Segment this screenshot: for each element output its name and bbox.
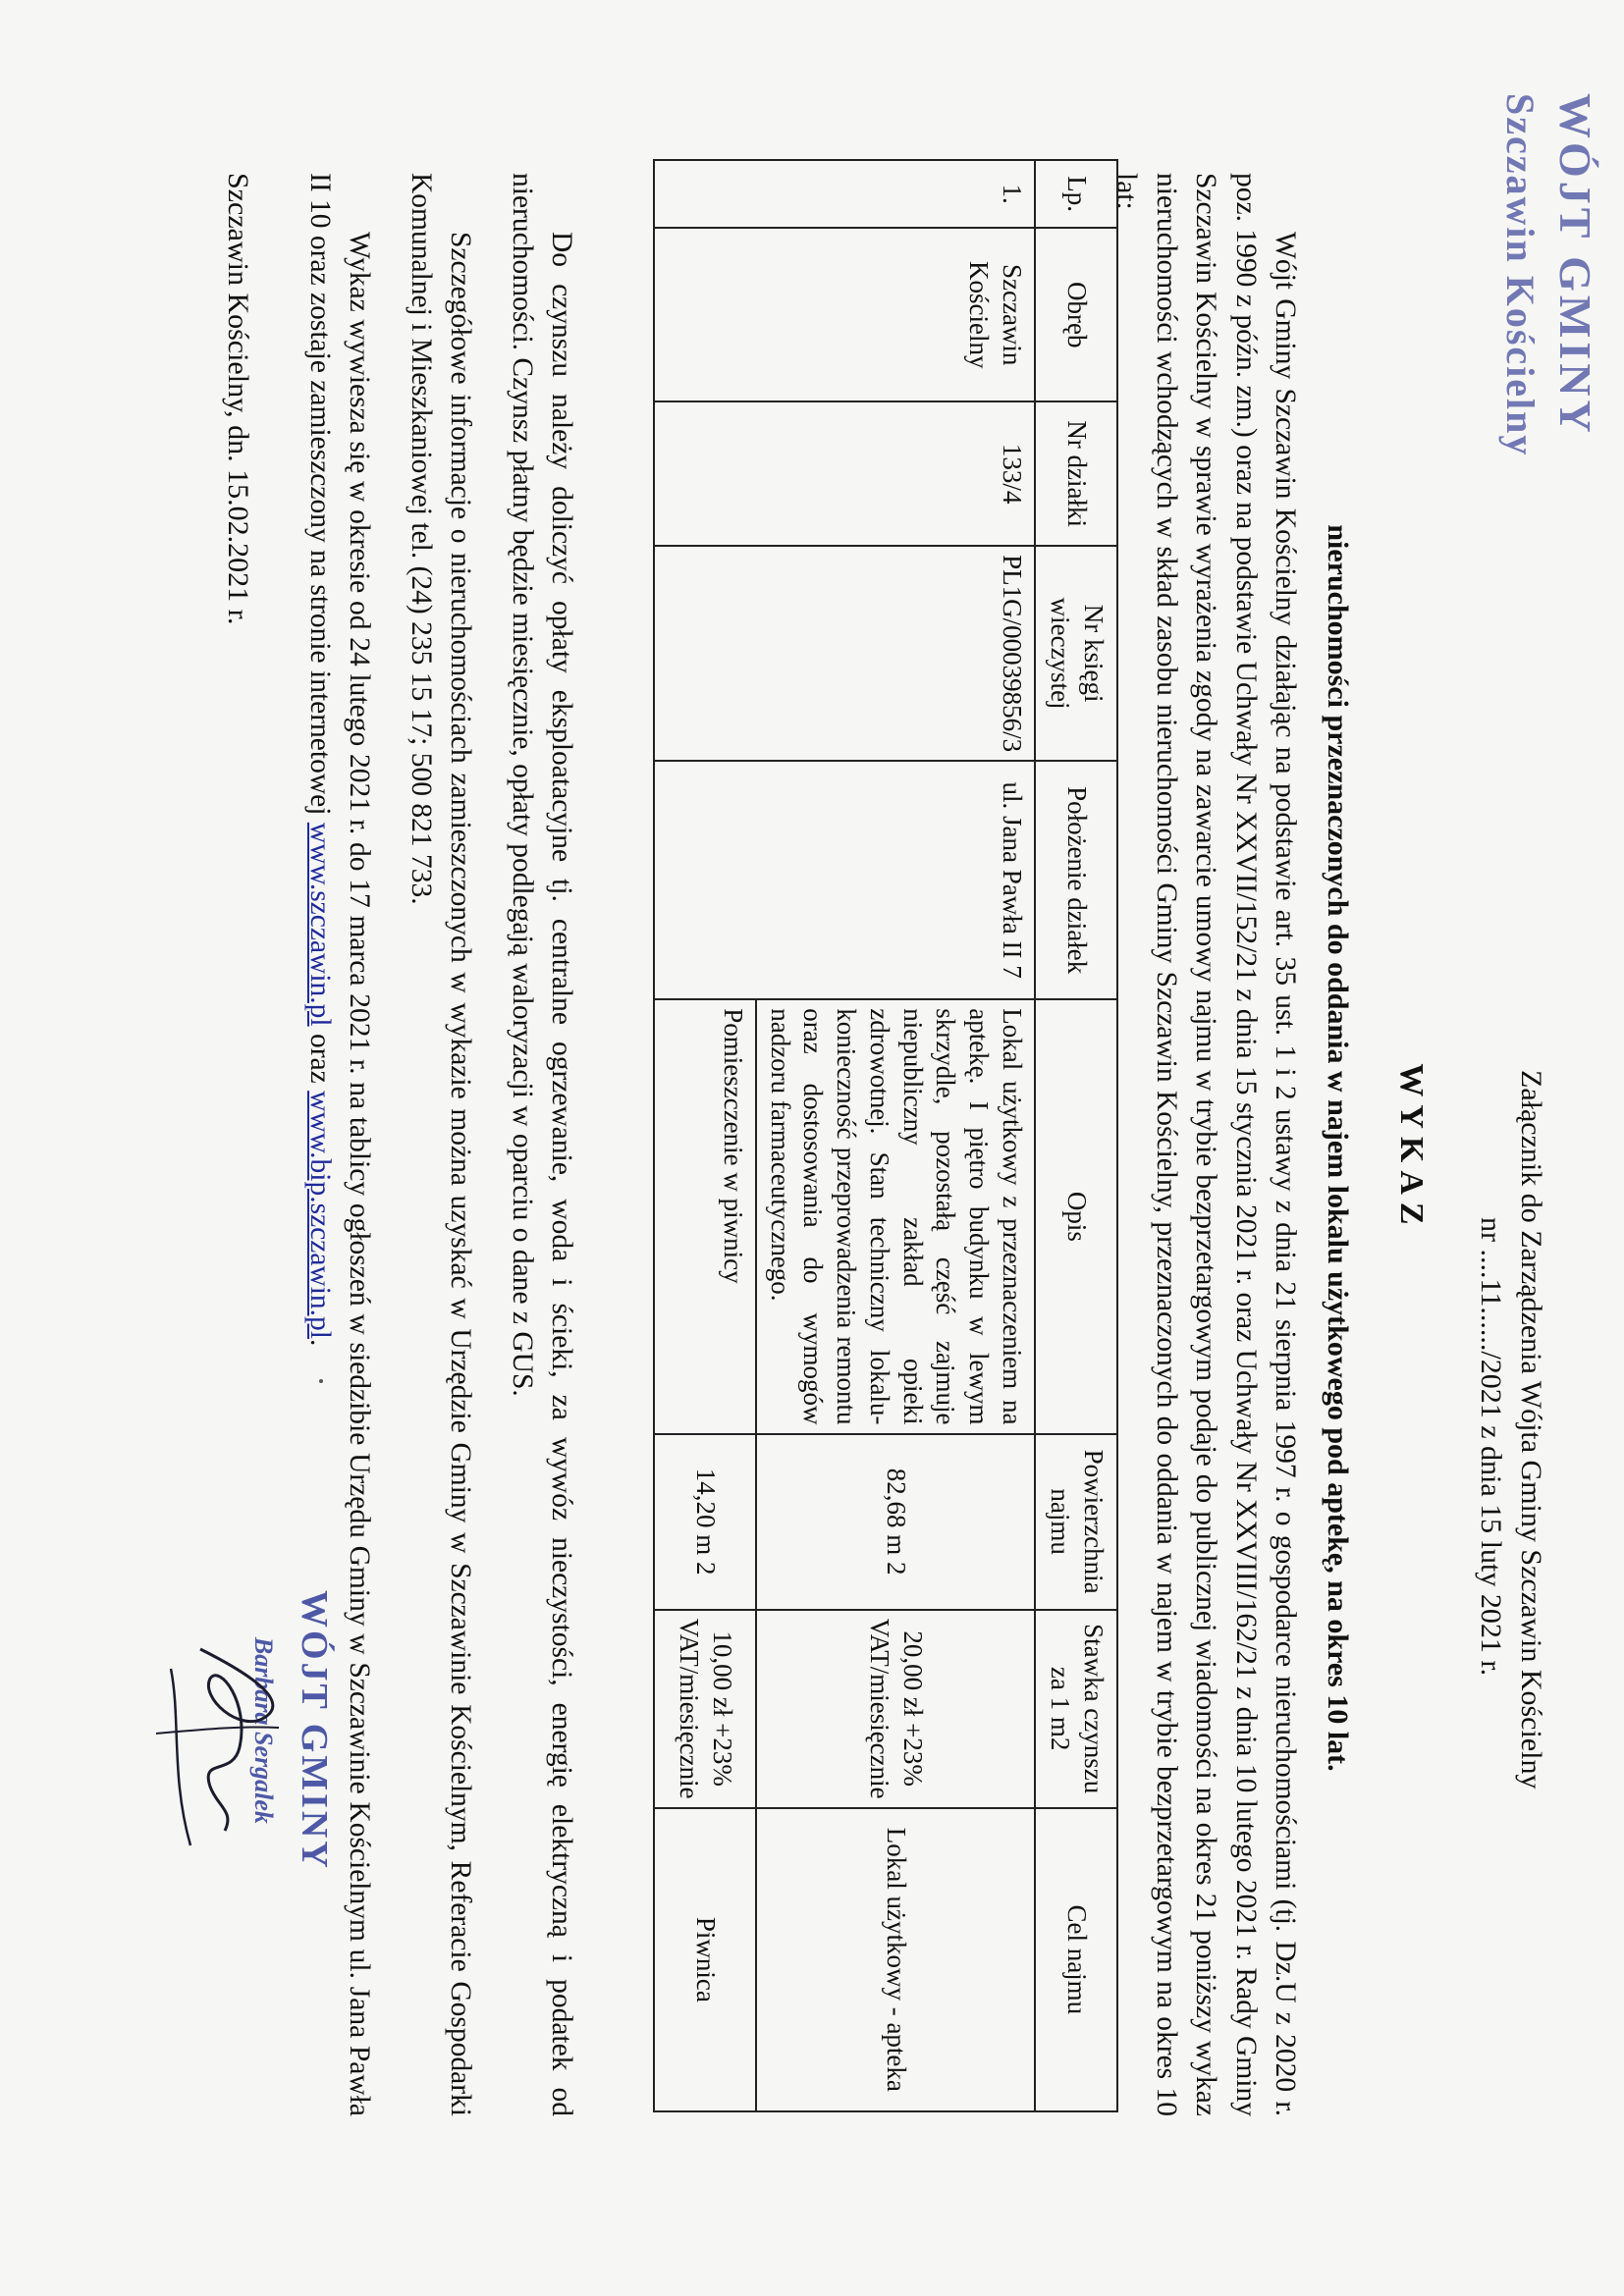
- cell-lp: 1.: [654, 160, 1035, 228]
- property-table: [653, 159, 1118, 2112]
- cell-cel-lokal: Lokal użytkowy - apteka: [756, 1808, 1035, 2111]
- cell-powierzchnia-lokal: 82,68 m 2: [756, 1434, 1035, 1610]
- office-stamp-top: [1494, 93, 1604, 456]
- header-stawka: Stawka czynszu za 1 m2: [1035, 1610, 1117, 1808]
- note-publication-text: Wykaz wywiesza się w okresie od 24 lutego 2021 r. do 17 marca 2021 r. na tablicy ogłoszeń w siedzibie Urzędu Gminy w Szczawinie Kościelnym ul. Jana Pawła II 10 oraz zostaje zamieszczony na stronie internetowej: [303, 173, 376, 2116]
- cell-stawka-lokal: 20,00 zł +23% VAT/miesięcznie: [756, 1610, 1035, 1808]
- cell-powierzchnia-piwnica: 14,20 m 2: [654, 1434, 756, 1610]
- cell-nr-dzialki: 133/4: [654, 401, 1035, 546]
- table-header-row: [1035, 160, 1117, 2111]
- place-date: Szczawin Kościelny, dn. 15.02.2021 r.: [222, 173, 254, 625]
- cell-polozenie: ul. Jana Pawła II 7: [654, 761, 1035, 999]
- header-nr-ksiegi: Nr księgi wieczystej: [1035, 546, 1117, 761]
- annex-line-2: nr ....11....../2021 z dnia 15 luty 2021 r.: [1475, 1217, 1508, 1677]
- stamp-line-1: WÓJT GMINY: [1550, 93, 1600, 437]
- cell-opis-lokal: Lokal użytkowy z przeznaczeniem na aptekę. I piętro budynku w lewym skrzydle, pozostałą część zajmuje niepubliczny zakład opieki zdrowotnej. Stan techniczny lokalu- konieczność przeprowadzenia remontu oraz dostosowania do wymogów nadzoru farmaceutycznego.: [756, 999, 1035, 1433]
- header-opis: Opis: [1035, 999, 1117, 1433]
- note-contact: Szczegółowe informacje o nieruchomościach zamieszczonych w wykazie można uzyskać w Urzędzie Gminy w Szczawinie Kościelnym, Referacie Gospodarki Komunalnej i Mieszkaniowej tel. (24) 235 15 17; 500 821 733.: [405, 173, 477, 2116]
- note-charges: Do czynszu należy doliczyć opłaty eksploatacyjne tj. centralne ogrzewanie, woda i ścieki, za wywóz nieczystości, energię elektryczną i podatek od nieruchomości. Czynsz płatny będzie miesięcznie, opłaty podlegają waloryzacji w oparciu o dane z GUS.: [506, 173, 577, 2116]
- document-title: WYKAZ: [1393, 1063, 1430, 1233]
- header-nr-dzialki: Nr działki: [1035, 401, 1117, 546]
- note-publication-and: oraz: [303, 1034, 336, 1084]
- table-row: [756, 160, 1035, 2111]
- cell-obreb: Szczawin Kościelny: [654, 228, 1035, 401]
- stamp-line-2: Szczawin Kościelny: [1498, 93, 1543, 457]
- cell-stawka-piwnica: 10,00 zł +23% VAT/miesięcznie: [654, 1610, 756, 1808]
- cell-cel-piwnica: Piwnica: [654, 1808, 756, 2111]
- link-szczawin[interactable]: www.szczawin.pl: [303, 822, 336, 1027]
- annex-line-1: Załącznik do Zarządzenia Wójta Gminy Szczawin Kościelny: [1515, 1070, 1547, 1789]
- signature-stamp-name: Barbara Sergalek: [248, 1636, 278, 1824]
- handwritten-signature: [141, 1610, 318, 1865]
- note-publication-end: .: [303, 1339, 336, 1347]
- signature-stamp-title: WÓJT GMINY: [294, 1590, 335, 1871]
- header-cel: Cel najmu: [1035, 1808, 1117, 2111]
- document-subtitle: nieruchomości przeznaczonych do oddania w najem lokalu użytkowego pod aptekę, na okres 10 lat.: [1322, 524, 1354, 1772]
- link-bip-szczawin[interactable]: www.bip.szczawin.pl: [303, 1091, 336, 1340]
- cell-nr-ksiegi: PL1G/00039856/3: [654, 546, 1035, 761]
- header-powierzchnia: Powierzchnia najmu: [1035, 1434, 1117, 1610]
- header-lp: Lp.: [1035, 160, 1117, 228]
- header-polozenie: Położenie działek: [1035, 761, 1117, 999]
- intro-paragraph: [1107, 173, 1305, 2116]
- header-obreb: Obręb: [1035, 228, 1117, 401]
- intro-text: Wójt Gminy Szczawin Kościelny działając na podstawie art. 35 ust. 1 i 2 ustawy z dnia 21 sierpnia 1997 r. o gospodarce nieruchomościami (tj. Dz.U z 2020 r. poz. 1990 z późn. zm.) oraz na podstawie Uchwały Nr XXVII/152/21 z dnia 15 stycznia 2021 r. oraz Uchwały Nr XXVIII/162/21 z dnia 10 lutego 2021 r. Rady Gminy Szczawin Kościelny w sprawie wyrażenia zgody na zawarcie umowy najmu w trybie bezprzetargowym podaje do publicznej wiadomości na okres 21 poniższy wykaz nieruchomości wchodzących w skład zasobu nieruchomości Gminy Szczawin Kościelny, przeznaczonych do oddania w najem w trybie bezprzetargowym na okres 10 lat:: [1110, 173, 1301, 2116]
- annex-header: [1471, 1070, 1550, 1914]
- cell-opis-piwnica: Pomieszczenie w piwnicy: [654, 999, 756, 1433]
